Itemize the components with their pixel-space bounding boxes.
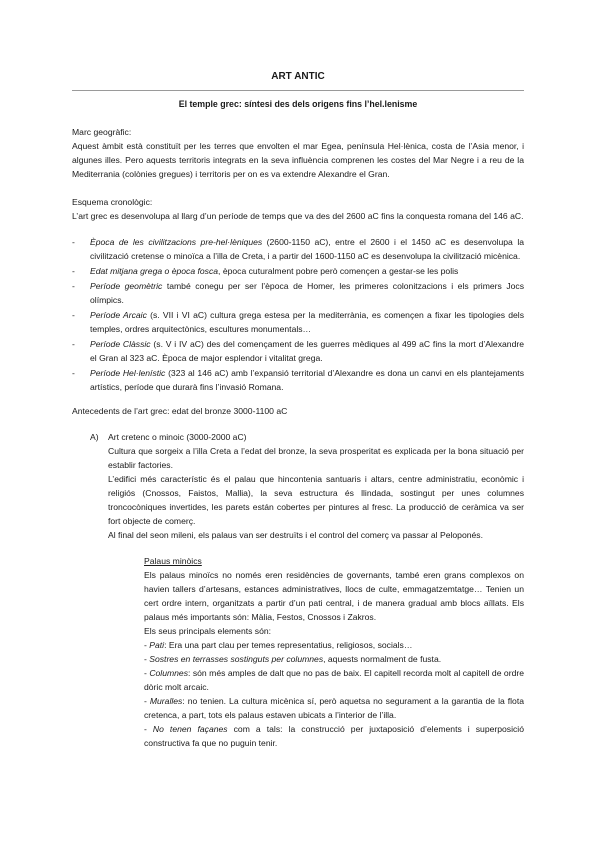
list-item: - Període Clàssic (s. V i IV aC) des del començament de les guerres mèdiques al 499 aC fins la mort d’Alexandre el Gran al 323 aC. Època de major esplendor i vitalitat grega. — [90, 337, 524, 365]
era-list — [72, 235, 524, 394]
list-item: - Període Arcaic (s. VII i VI aC) cultura grega estesa per la mediterrània, es començen a fixar les tipologies dels temples, ordres arquitectònics, escultures monumentals… — [90, 308, 524, 336]
document-subtitle: El temple grec: síntesi des dels origens fins l’hel.lenisme — [178, 99, 418, 109]
list-item: - Època de les civilitzacions pre-hel·lèniques (2600-1150 aC), entre el 2600 i el 1450 aC es desenvolupa la civilització cretense o minoïca a l’illa de Creta, i a partir del 1600-1150 aC es desenvolupa la civilització micènica. — [90, 235, 524, 263]
section-a-p1: Cultura que sorgeix a l’illa Creta a l’edat del bronze, la seva prosperitat es explicada per la bona situació per establir factories. — [108, 446, 524, 470]
palaus-heading: Palaus minòics — [144, 556, 202, 566]
list-item: - Columnes: són més amples de dalt que no pas de baix. El capitell recorda molt al capitell de ordre dòric molt arcaic. — [144, 668, 524, 692]
section-a-p2: L’edifici més característic és el palau que hincontenia santuaris i altars, centre administratiu, econòmic i religiós (Cnossos, Faistos, Mallia), la seva estructura és llindada, sostingut per unes columnes troncocòniques invertides, les parets están cobertes per pintures al fresc. La producció de ceràmica va ser fort objecte de comerç. — [108, 474, 524, 526]
document-page — [72, 70, 524, 750]
palaus-section — [72, 554, 524, 750]
palaus-p1: Els palaus minoïcs no només eren residències de governants, també eren grans complexos on havien tallers d’artesans, estances administratives, llocs de culte, emmagatzemtatge… Tenien un cert ordre intern, organitzats a partir d’un pati central, i de manera gradual amb blocs aïllats. Els palaus més importants són: Màlia, Festos, Cnossos i Zakros. — [144, 570, 524, 622]
antecedents-heading: Antecedents de l’art grec: edat del bronze 3000-1100 aC — [72, 406, 288, 416]
section-a-marker: A) — [90, 432, 99, 442]
marc-text: Aquest àmbit està constituït per les terres que envolten el mar Egea, península Hel·lènica, costa de l’Asia menor, i algunes illes. Pero aquests territoris integrats en la seva influència comprenen les costes del Mar Negre i a reu de la Mediterrania (colònies gregues) i territoris per on es va extendre Alexandre el Gran. — [72, 141, 524, 179]
title-divider — [72, 90, 524, 91]
list-item: - Sostres en terrasses sostinguts per columnes, aquests normalment de fusta. — [144, 654, 442, 664]
section-a-heading: Art cretenc o minoic (3000-2000 aC) — [108, 432, 247, 442]
list-item: - No tenen façanes com a tals: la construcció per juxtaposició d’elements i superposició constructiva fa que no puguin tenir. — [144, 724, 524, 748]
palaus-intro: Els seus principals elements són: — [144, 626, 272, 636]
list-item: - Edat mitjana grega o època fosca, època cuturalment pobre però començen a gestar-se les polis — [90, 264, 524, 278]
esquema-text: L’art grec es desenvolupa al llarg d’un període de temps que va des del 2600 aC fins la conquesta romana del 146 aC. — [72, 211, 524, 221]
section-a — [72, 430, 524, 542]
list-item: - Muralles: no tenien. La cultura micènica sí, però aquetsa no segurament a la garantia de la flota cretenca, a part, tots els palaus estaven ubicats a l’interior de l’illa. — [144, 696, 524, 720]
esquema-heading: Esquema cronològic: — [72, 197, 153, 207]
marc-heading: Marc geogràfic: — [72, 127, 132, 137]
document-title: ART ANTIC — [271, 71, 325, 82]
list-item: - Període Hel·lenístic (323 al 146 aC) amb l’expansió territorial d’Alexandre es dona un canvi en els plantejaments artístics, període que durarà fins l’invasió Romana. — [90, 366, 524, 394]
list-item: - Període geomètric també conegu per ser l’època de Homer, les primeres colonitzacions i els primers Jocs olímpics. — [90, 279, 524, 307]
list-item: - Pati: Era una part clau per temes representatius, religiosos, socials… — [144, 640, 413, 650]
section-a-p3: Al final del seon mileni, els palaus van ser destruïts i el control del comerç va passar al Peloponés. — [108, 530, 483, 540]
